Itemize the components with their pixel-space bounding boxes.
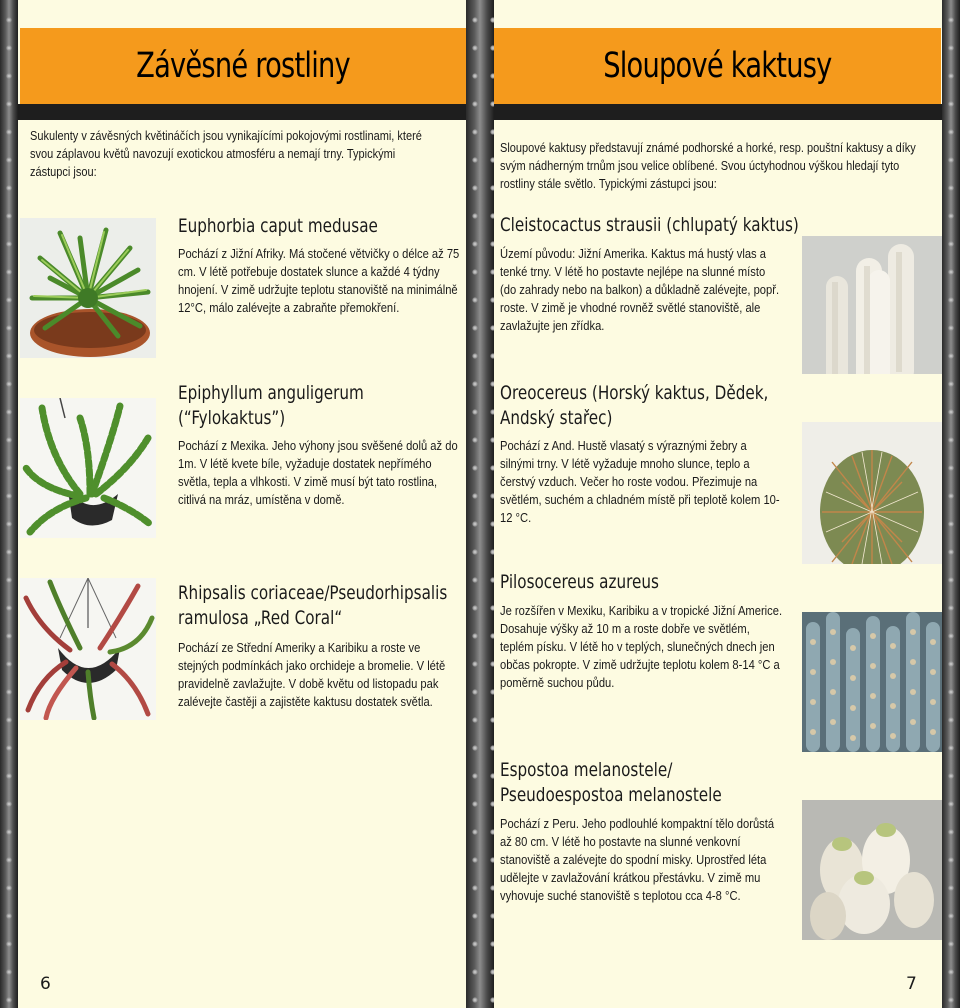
- left-page-title: Závěsné rostliny: [136, 46, 350, 86]
- plant-desc-espostoa: Pochází z Peru. Jeho podlouhlé kompaktní tělo dorůstá až 80 cm. V létě ho postavte na slunné venkovní stanoviště a zalévejte do spodní misky. Uprostřed léta udělejte v zavlažování krátkou přestávku. V zimě mu vyhovuje suché stanoviště s teplotou cca 4-8 °C.: [500, 816, 775, 903]
- oreocereus-photo: [802, 422, 942, 564]
- plant-title-oreocereus-line1: Oreocereus (Horský kaktus, Dědek,: [500, 382, 769, 404]
- header-underline-right: [494, 104, 942, 120]
- right-page: [484, 0, 960, 1008]
- right-page-header: [494, 28, 941, 104]
- plant-desc-pilosocereus: Je rozšířen v Mexiku, Karibiku a v tropické Jižní Americe. Dosahuje výšky až 10 m a roste dobře ve světlém, teplém písku. V létě ho v teplých, slunečných dnech jen občas pokropte. V zimě udržujte teplotu kolem 8-14 °C a poměrně suchou půdu.: [500, 603, 783, 690]
- plant-desc-euphorbia: Pochází z Jižní Afriky. Má stočené větvičky o délce až 75 cm. V létě potřebuje dostatek slunce a každé 4 týdny hnojení. V zimě udržujte teplotu stanoviště na minimálně 12°C, málo zalévejte a zabraňte přemokření.: [178, 246, 460, 315]
- plant-title-euphorbia: Euphorbia caput medusae: [178, 215, 378, 237]
- left-intro: Sukulenty v závěsných květináčích jsou vynikajícími pokojovými rostlinami, které svou záplavou květů navozují exotickou atmosféru a nemají trny. Typickými zástupci jsou:: [30, 129, 422, 179]
- binding-strip-left: [0, 0, 18, 1008]
- plant-title-rhipsalis-line2: ramulosa „Red Coral“: [178, 607, 343, 629]
- left-page-header: [20, 28, 466, 104]
- plant-title-epiphyllum-line1: Epiphyllum anguligerum: [178, 382, 364, 404]
- left-page: [0, 0, 476, 1008]
- epiphyllum-photo: [20, 398, 156, 538]
- plant-title-espostoa-line2: Pseudoespostoa melanostele: [500, 784, 722, 806]
- right-intro: Sloupové kaktusy představují známé podhorské a horké, resp. pouštní kaktusy a díky svým nádherným trnům jsou velice oblíbené. Svou úctyhodnou výškou hledají tyto rostliny stále světlo. Typickými zástupci jsou:: [500, 141, 916, 191]
- plant-desc-rhipsalis: Pochází ze Střední Ameriky a Karibiku a roste ve stejných podmínkách jako orchideje a bromelie. V létě pravidelně zavlažujte. V době květu od listopadu pak zalévejte častěji a zajistěte kaktusu dostatek světla.: [178, 640, 446, 709]
- page-number-left: 6: [40, 974, 51, 994]
- plant-desc-oreocereus: Pochází z And. Hustě vlasatý s výraznými žebry a silnými trny. V létě vyžaduje mnoho slunce, teplo a čerstvý vzduch. Večer ho roste vodou. Přezimuje na světlém, suchém a chladném místě při teplotě kolem 10-12 °C.: [500, 438, 780, 525]
- pilosocereus-photo: [802, 612, 942, 752]
- plant-title-epiphyllum-line2: (“Fylokaktus”): [178, 407, 286, 429]
- plant-title-pilosocereus: Pilosocereus azureus: [500, 571, 659, 593]
- rhipsalis-photo: [20, 578, 156, 720]
- header-underline: [18, 104, 466, 120]
- plant-desc-cleistocactus: Území původu: Jižní Amerika. Kaktus má hustý vlas a tenké trny. V létě ho postavte nejlépe na slunné místo (do zahrady nebo na balkon) a důkladně zalévejte, popř. roste. V zimě je vhodné rovněž světlé stanoviště, ale zavlažujte jen zřídka.: [500, 246, 780, 333]
- page-number-right: 7: [906, 974, 917, 994]
- plant-title-cleistocactus: Cleistocactus strausii (chlupatý kaktus): [500, 214, 799, 236]
- euphorbia-photo: [20, 218, 156, 358]
- binding-strip-right: [942, 0, 960, 1008]
- espostoa-photo: [802, 800, 942, 940]
- plant-title-oreocereus-line2: Andský stařec): [500, 407, 613, 429]
- plant-desc-epiphyllum: Pochází z Mexika. Jeho výhony jsou svěšené dolů až do 1m. V létě kvete bíle, vyžaduje dostatek nepřímého světla, tepla a vlhkosti. V zimě musí být tato rostlina, citlivá na mráz, umístěna v domě.: [178, 438, 458, 507]
- binding-strip-center: [466, 0, 494, 1008]
- plant-title-rhipsalis-line1: Rhipsalis coriaceae/Pseudorhipsalis: [178, 582, 448, 604]
- cleistocactus-photo: [802, 236, 942, 374]
- plant-title-espostoa-line1: Espostoa melanostele/: [500, 759, 673, 781]
- right-page-title: Sloupové kaktusy: [603, 46, 832, 86]
